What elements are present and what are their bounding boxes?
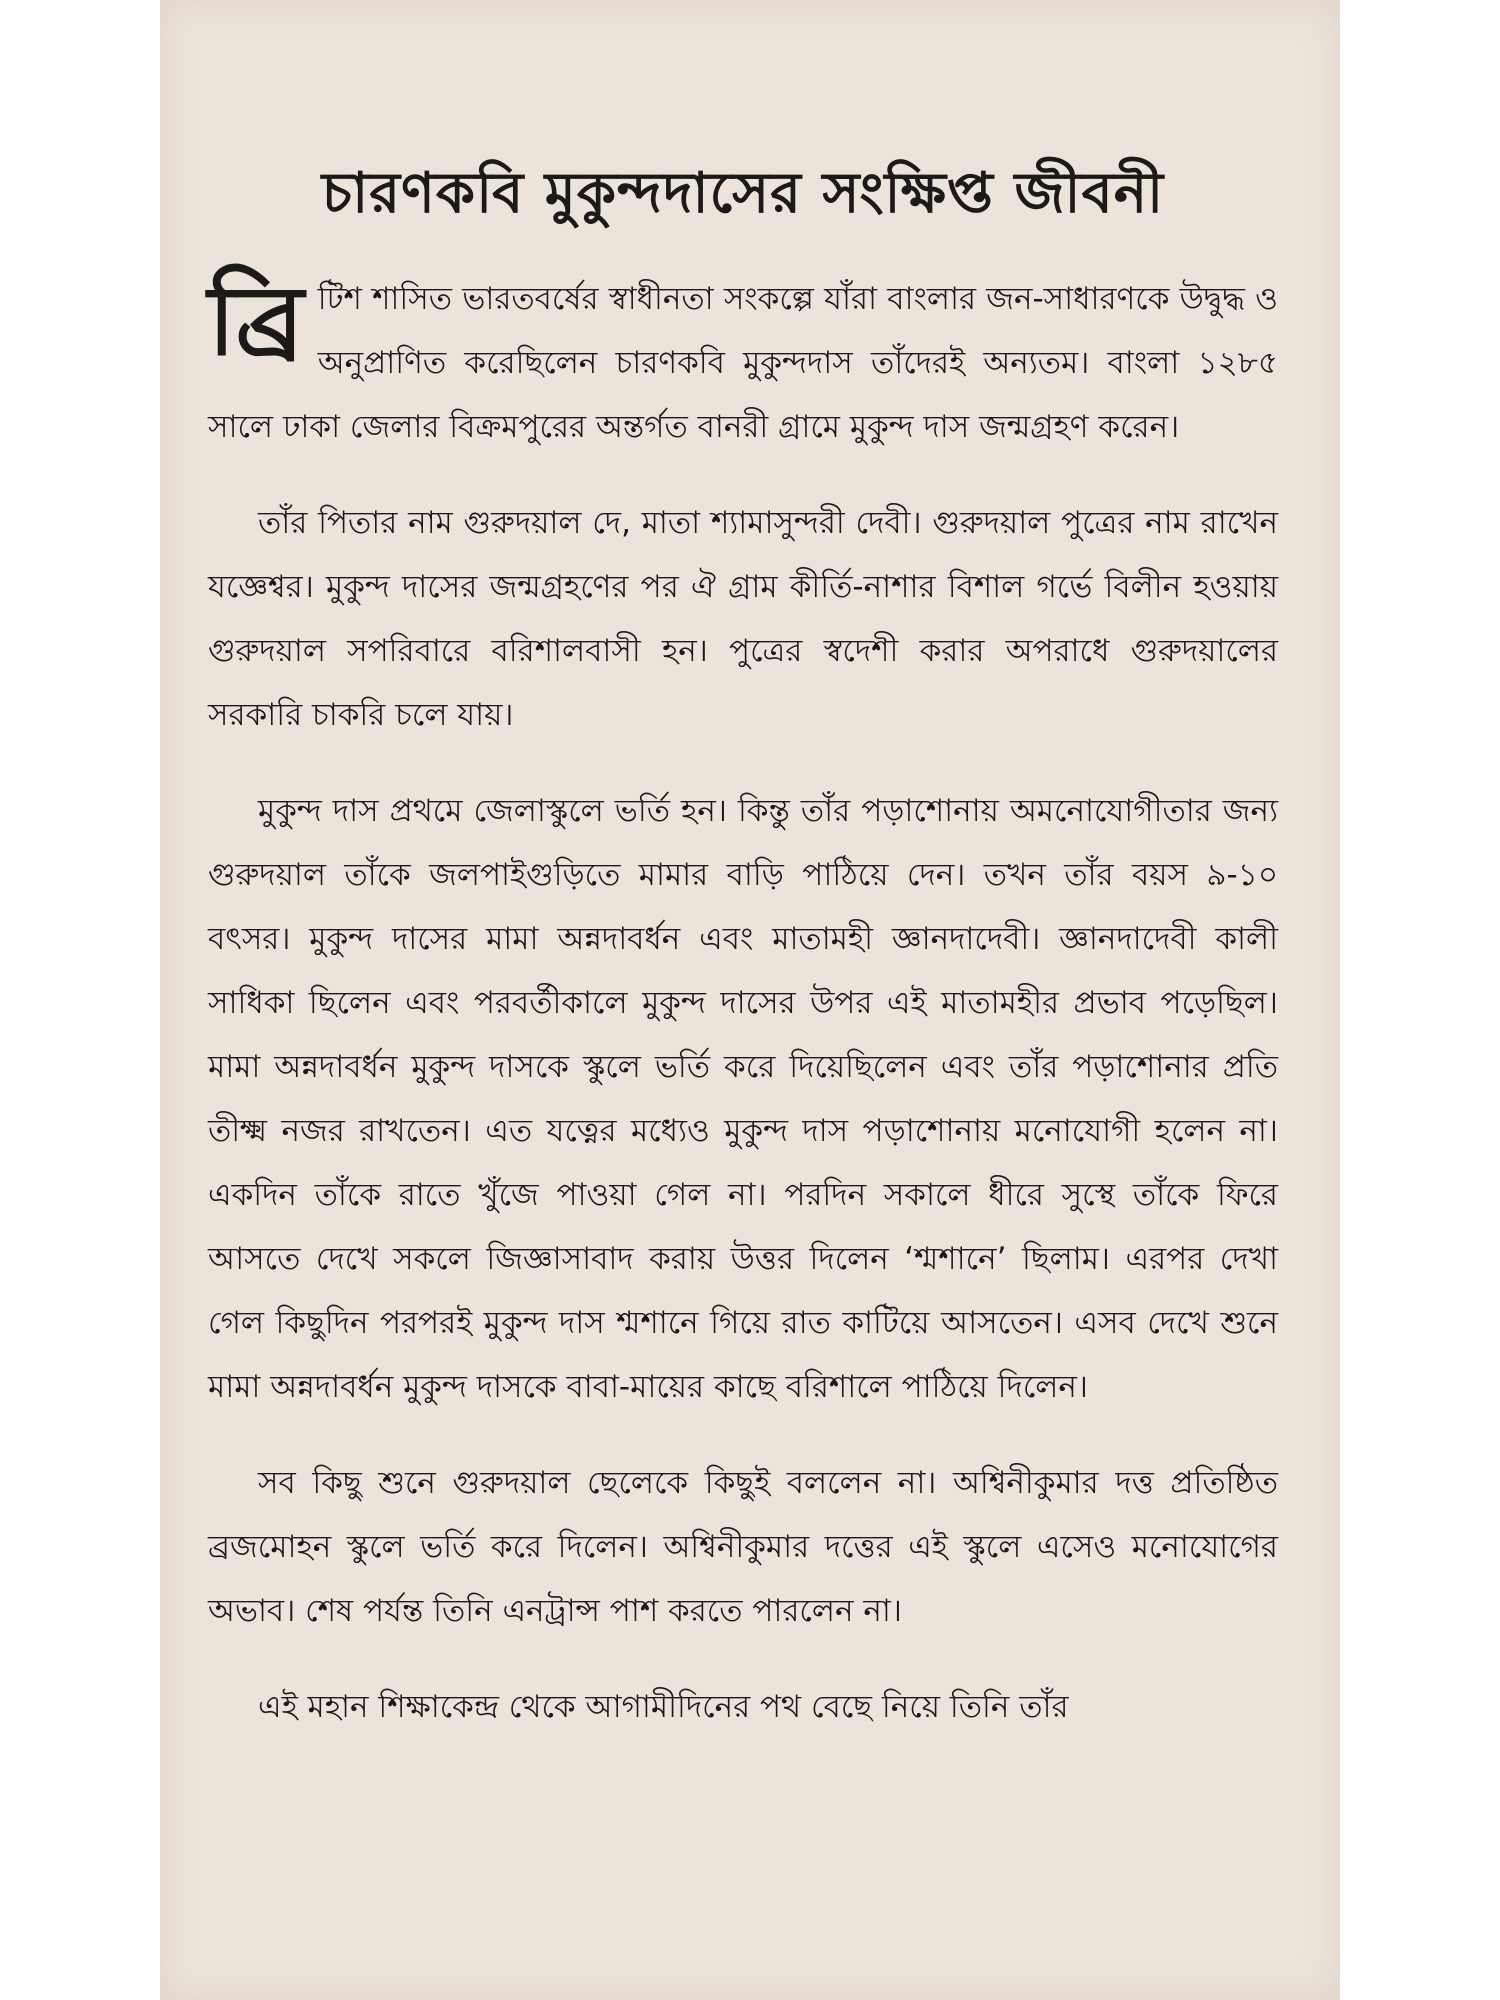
paragraph-1-text: টিশ শাসিত ভারতবর্ষের স্বাধীনতা সংকল্পে যাঁরা বাংলার জন-সাধারণকে উদ্বুদ্ধ ও অনুপ্রাণিত করেছিলেন চারণকবি মুকুন্দদাস তাঁদেরই অন্যতম। বাংলা ১২৮৫ সালে ঢাকা জেলার বিক্রমপুরের অন্তর্গত বানরী গ্রামে মুকুন্দ দাস জন্মগ্রহণ করেন।	[208, 281, 1278, 446]
paragraph-2: তাঁর পিতার নাম গুরুদয়াল দে, মাতা শ্যামাসুন্দরী দেবী। গুরুদয়াল পুত্রের নাম রাখেন যজ্ঞেশ্বর। মুকুন্দ দাসের জন্মগ্রহণের পর ঐ গ্রাম কীর্তি-নাশার বিশাল গর্ভে বিলীন হওয়ায় গুরুদয়াল সপরিবারে বরিশালবাসী হন। পুত্রের স্বদেশী করার অপরাধে গুরুদয়ালের সরকারি চাকরি চলে যায়।	[208, 505, 1278, 734]
paragraph-4: সব কিছু শুনে গুরুদয়াল ছেলেকে কিছুই বললেন না। অশ্বিনীকুমার দত্ত প্রতিষ্ঠিত ব্রজমোহন স্কুলে ভর্তি করে দিলেন। অশ্বিনীকুমার দত্তের এই স্কুলে এসেও মনোযোগের অভাব। শেষ পর্যন্ত তিনি এনট্রান্স পাশ করতে পারলেন না।	[208, 1465, 1278, 1630]
paragraph-1	[208, 267, 1278, 459]
page-title: চারণকবি মুকুন্দদাসের সংক্ষিপ্ত জীবনী	[321, 161, 1165, 226]
paragraph-3: মুকুন্দ দাস প্রথমে জেলাস্কুলে ভর্তি হন। কিন্তু তাঁর পড়াশোনায় অমনোযোগীতার জন্য গুরুদয়াল তাঁকে জলপাইগুড়িতে মামার বাড়ি পাঠিয়ে দেন। তখন তাঁর বয়স ৯-১০ বৎসর। মুকুন্দ দাসের মামা অন্নদাবর্ধন এবং মাতামহী জ্ঞানদাদেবী। জ্ঞানদাদেবী কালী সাধিকা ছিলেন এবং পরবর্তীকালে মুকুন্দ দাসের উপর এই মাতামহীর প্রভাব পড়েছিল। মামা অন্নদাবর্ধন মুকুন্দ দাসকে স্কুলে ভর্তি করে দিয়েছিলেন এবং তাঁর পড়াশোনার প্রতি তীক্ষ্ম নজর রাখতেন। এত যত্নের মধ্যেও মুকুন্দ দাস পড়াশোনায় মনোযোগী হলেন না। একদিন তাঁকে রাতে খুঁজে পাওয়া গেল না। পরদিন সকালে ধীরে সুস্থে তাঁকে ফিরে আসতে দেখে সকলে জিজ্ঞাসাবাদ করায় উত্তর দিলেন ‘শ্মশানে’ ছিলাম। এরপর দেখা গেল কিছুদিন পরপরই মুকুন্দ দাস শ্মশানে গিয়ে রাত কাটিয়ে আসতেন। এসব দেখে শুনে মামা অন্নদাবর্ধন মুকুন্দ দাসকে বাবা-মায়ের কাছে বরিশালে পাঠিয়ে দিলেন।	[208, 793, 1278, 1406]
page-content	[208, 160, 1278, 1739]
book-page	[160, 0, 1340, 2000]
drop-cap: ব্রি	[208, 265, 304, 378]
paragraph-5: এই মহান শিক্ষাকেন্দ্র থেকে আগামীদিনের পথ বেছে নিয়ে তিনি তাঁর	[258, 1689, 1069, 1726]
